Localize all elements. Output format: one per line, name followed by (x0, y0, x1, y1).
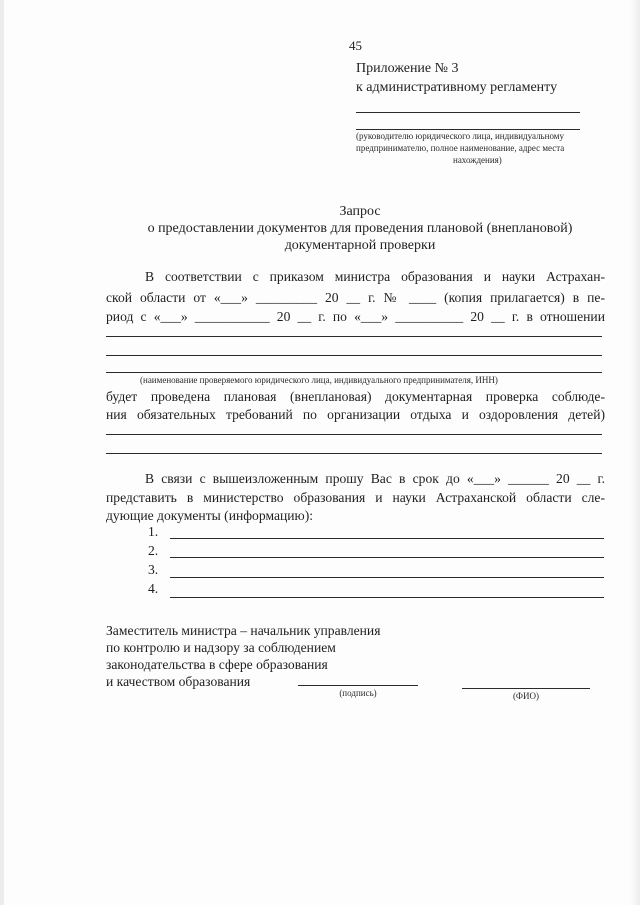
doc-item-1-number: 1. (148, 524, 159, 539)
extra-line-1 (106, 434, 602, 435)
name-line (462, 688, 590, 689)
recipient-line-2 (356, 129, 580, 130)
doc-item-3-line (170, 577, 604, 578)
signatory-line-4: и качеством образования (106, 674, 251, 689)
signature-line (298, 685, 418, 686)
signatory-line-3: законодательства в сфере образования (106, 657, 328, 672)
appendix-title: Приложение № 3 (356, 61, 459, 76)
para2-line-1: будет проведена плановая (внеплановая) документарная проверка соблюде- (106, 389, 605, 404)
request-heading-line-2: документарной проверки (284, 238, 436, 253)
recipient-caption-3: нахождения) (453, 155, 502, 165)
para1-line-3: риод с «___» ___________ 20 __ г. по «___» __________ 20 __ г. в отношении (106, 309, 605, 324)
appendix-subtitle: к административному регламенту (356, 80, 558, 95)
para1-line-2: ской области от «___» _________ 20 __ г. № ____ (копия прилагается) в пе- (106, 290, 605, 305)
signature-caption: (подпись) (339, 688, 377, 698)
doc-item-4-line (170, 597, 604, 598)
entity-line-2 (106, 355, 602, 356)
request-heading-line-1: о предоставлении документов для проведения плановой (внеплановой) (147, 221, 573, 236)
entity-line-3 (106, 372, 602, 373)
doc-item-3-number: 3. (148, 562, 159, 577)
doc-item-1-line (170, 538, 604, 539)
doc-item-2-number: 2. (148, 543, 159, 558)
para2-line-2: ния обязательных требований по организации отдыха и оздоровления детей) (106, 407, 605, 422)
para3-line-2: представить в министерство образования и науки Астраханской области сле- (106, 490, 605, 505)
recipient-caption-1: (руководителю юридического лица, индивидуальному (356, 131, 565, 141)
extra-line-2 (106, 453, 602, 454)
recipient-line-1 (356, 112, 580, 113)
signatory-line-2: по контролю и надзору за соблюдением (106, 640, 336, 655)
signatory-line-1: Заместитель министра – начальник управления (106, 623, 381, 638)
para1-line-1: В соответствии с приказом министра образования и науки Астрахан- (145, 269, 605, 284)
para3-line-3: дующие документы (информацию): (106, 508, 313, 523)
entity-caption: (наименование проверяемого юридического лица, индивидуального предпринимателя, ИНН) (140, 375, 498, 385)
request-title: Запрос (339, 204, 381, 219)
scan-edge-left (0, 0, 4, 905)
name-caption: (ФИО) (512, 691, 540, 701)
doc-item-2-line (170, 557, 604, 558)
recipient-caption-2: предпринимателю, полное наименование, адрес места (356, 143, 565, 153)
page-number: 45 (349, 38, 362, 53)
doc-item-4-number: 4. (148, 581, 159, 596)
scan-edge-right (630, 0, 640, 905)
para3-line-1: В связи с вышеизложенным прошу Вас в срок до «___» ______ 20 __ г. (145, 471, 605, 486)
entity-line-1 (106, 336, 602, 337)
